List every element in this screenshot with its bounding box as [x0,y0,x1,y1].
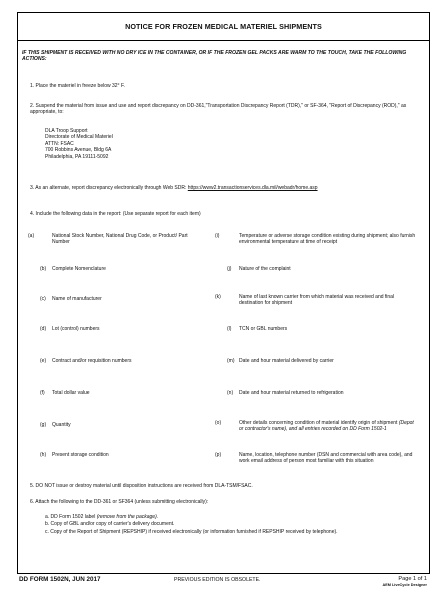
item-text: Lot (control) numbers [52,326,100,332]
data-item-e [40,358,195,364]
data-item-d [40,326,195,332]
address-line: DLA Troop Support [45,128,88,134]
item-text: Date and hour material returned to refrigeration [239,390,344,396]
address-line: 700 Robbins Avenue, Bldg 6A [45,147,112,154]
item-letter: (c) [40,296,46,302]
previous-edition-notice: PREVIOUS EDITION IS OBSOLETE. [174,577,261,583]
item-text: TCN or GBL numbers [239,326,288,332]
instruction-6: 6. Attach the following to the DD-361 or SF364 (unless submitting electronically): [30,499,209,505]
item-text-italic: (Depot or contractor's name) [239,420,414,433]
item-text: National Stock Number, National Drug Code, or Product/ Part Number [52,233,188,246]
item-letter: (h) [40,452,47,458]
item-text-italic: , and all entries recorded on DD Form 1502-1 [286,426,387,433]
attachment-text-italic: (remove from the package). [96,514,159,520]
data-item-n [227,390,417,396]
item-text: Present storage condition [52,452,109,458]
item-letter: (k) [215,294,221,300]
address-line: Philadelphia, PA 19111-5092 [45,153,109,160]
warning-instructions: IF THIS SHIPMENT IS RECEIVED WITH NO DRY ICE IN THE CONTAINER, OR IF THE FROZEN GEL PACKS ARE WARM TO THE TOUCH, TAKE THE FOLLOWING ACTIONS: [22,50,407,63]
data-item-p [215,452,417,465]
form-border [17,12,430,574]
item-text: Name of manufacturer [52,296,102,302]
instruction-5: 5. DO NOT issue or destroy material until disposition instructions are received from DLA-TSM/FSAC. [30,483,253,489]
item-text: Quantity [52,422,71,428]
instruction-2: 2. Suspend the material from issue and use and report discrepancy on DD-361,"Transportation Discrepancy Report (TDR)," or SF-364, "Report of Discrepancy (ROD)," as appropriate, to: [30,103,407,116]
item-letter: (l) [227,326,232,332]
data-item-j [227,266,417,272]
item-text: Name, location, telephone number (DSN and commercial with area code), and work email address of person most familiar with this situation [239,452,413,465]
item-text: Total dollar value [52,390,90,396]
item-text: Complete Nomenclature [52,266,106,272]
data-item-l [227,326,417,332]
address-line: ATTN: FSAC [45,140,74,147]
data-item-h [40,452,195,458]
item-letter: (d) [40,326,47,332]
item-letter: (o) [215,420,222,426]
item-text: Other details concerning condition of material identify origin of shipment [239,420,399,426]
item-letter: (j) [227,266,232,272]
instruction-4: 4. Include the following data in the report: (Use separate report for each item) [30,211,201,217]
address-line: Directorate of Medical Materiel [45,134,113,141]
item-text: Contract and/or requisition numbers [52,358,132,364]
footer-divider [18,573,429,574]
item-text: Temperature or adverse storage condition existing during shipment; also furnish environmental temperature at time of receipt [239,233,416,246]
attachment-a [45,514,158,520]
title-divider [18,40,429,41]
item-text: Date and hour material delivered by carrier [239,358,334,364]
instruction-3 [30,185,425,191]
item-letter: (a) [28,233,35,239]
item-letter: (f) [40,390,45,396]
item-letter: (i) [215,233,220,239]
attachment-text: a. DD Form 1502 label [45,514,97,520]
attachment-c: c. Copy of the Report of Shipment (REPSHIP) if received electronically (or information furnished if REPSHIP received by telephone). [45,529,338,535]
item-letter: (p) [215,452,222,458]
item-letter: (g) [40,422,47,428]
data-item-f [40,390,195,396]
data-item-g [40,422,195,428]
data-item-a [28,233,195,246]
mailing-address [45,128,113,160]
item-letter: (e) [40,358,47,364]
data-item-o [215,420,417,433]
page-number: Page 1 of 1 [398,576,427,582]
data-item-k [215,294,417,307]
designer-credit: AEM LiveCycle Designer [382,583,427,587]
item-text: Name of last known carrier from which material was received and final destination for shipment [239,294,395,307]
instruction-3-text: 3. As an alternate, report discrepancy electronically through Web SDR: [30,185,187,191]
data-item-m [227,358,417,364]
item-letter: (m) [227,358,235,364]
data-item-i [215,233,417,246]
instruction-1: 1. Place the materiel in freeze below 32° F. [30,83,125,89]
item-letter: (n) [227,390,234,396]
form-title: NOTICE FOR FROZEN MEDICAL MATERIEL SHIPMENTS [125,22,322,31]
attachment-b: b. Copy of GBL and/or copy of carrier's delivery document. [45,521,175,527]
form-identifier: DD FORM 1502N, JUN 2017 [19,576,101,583]
item-letter: (b) [40,266,47,272]
data-item-b [40,266,195,272]
data-item-c [40,296,195,302]
web-sdr-link[interactable]: https://www2.transactionservices.dla.mil/webadr/home.asp [187,185,318,191]
item-text: Nature of the complaint [239,266,291,272]
